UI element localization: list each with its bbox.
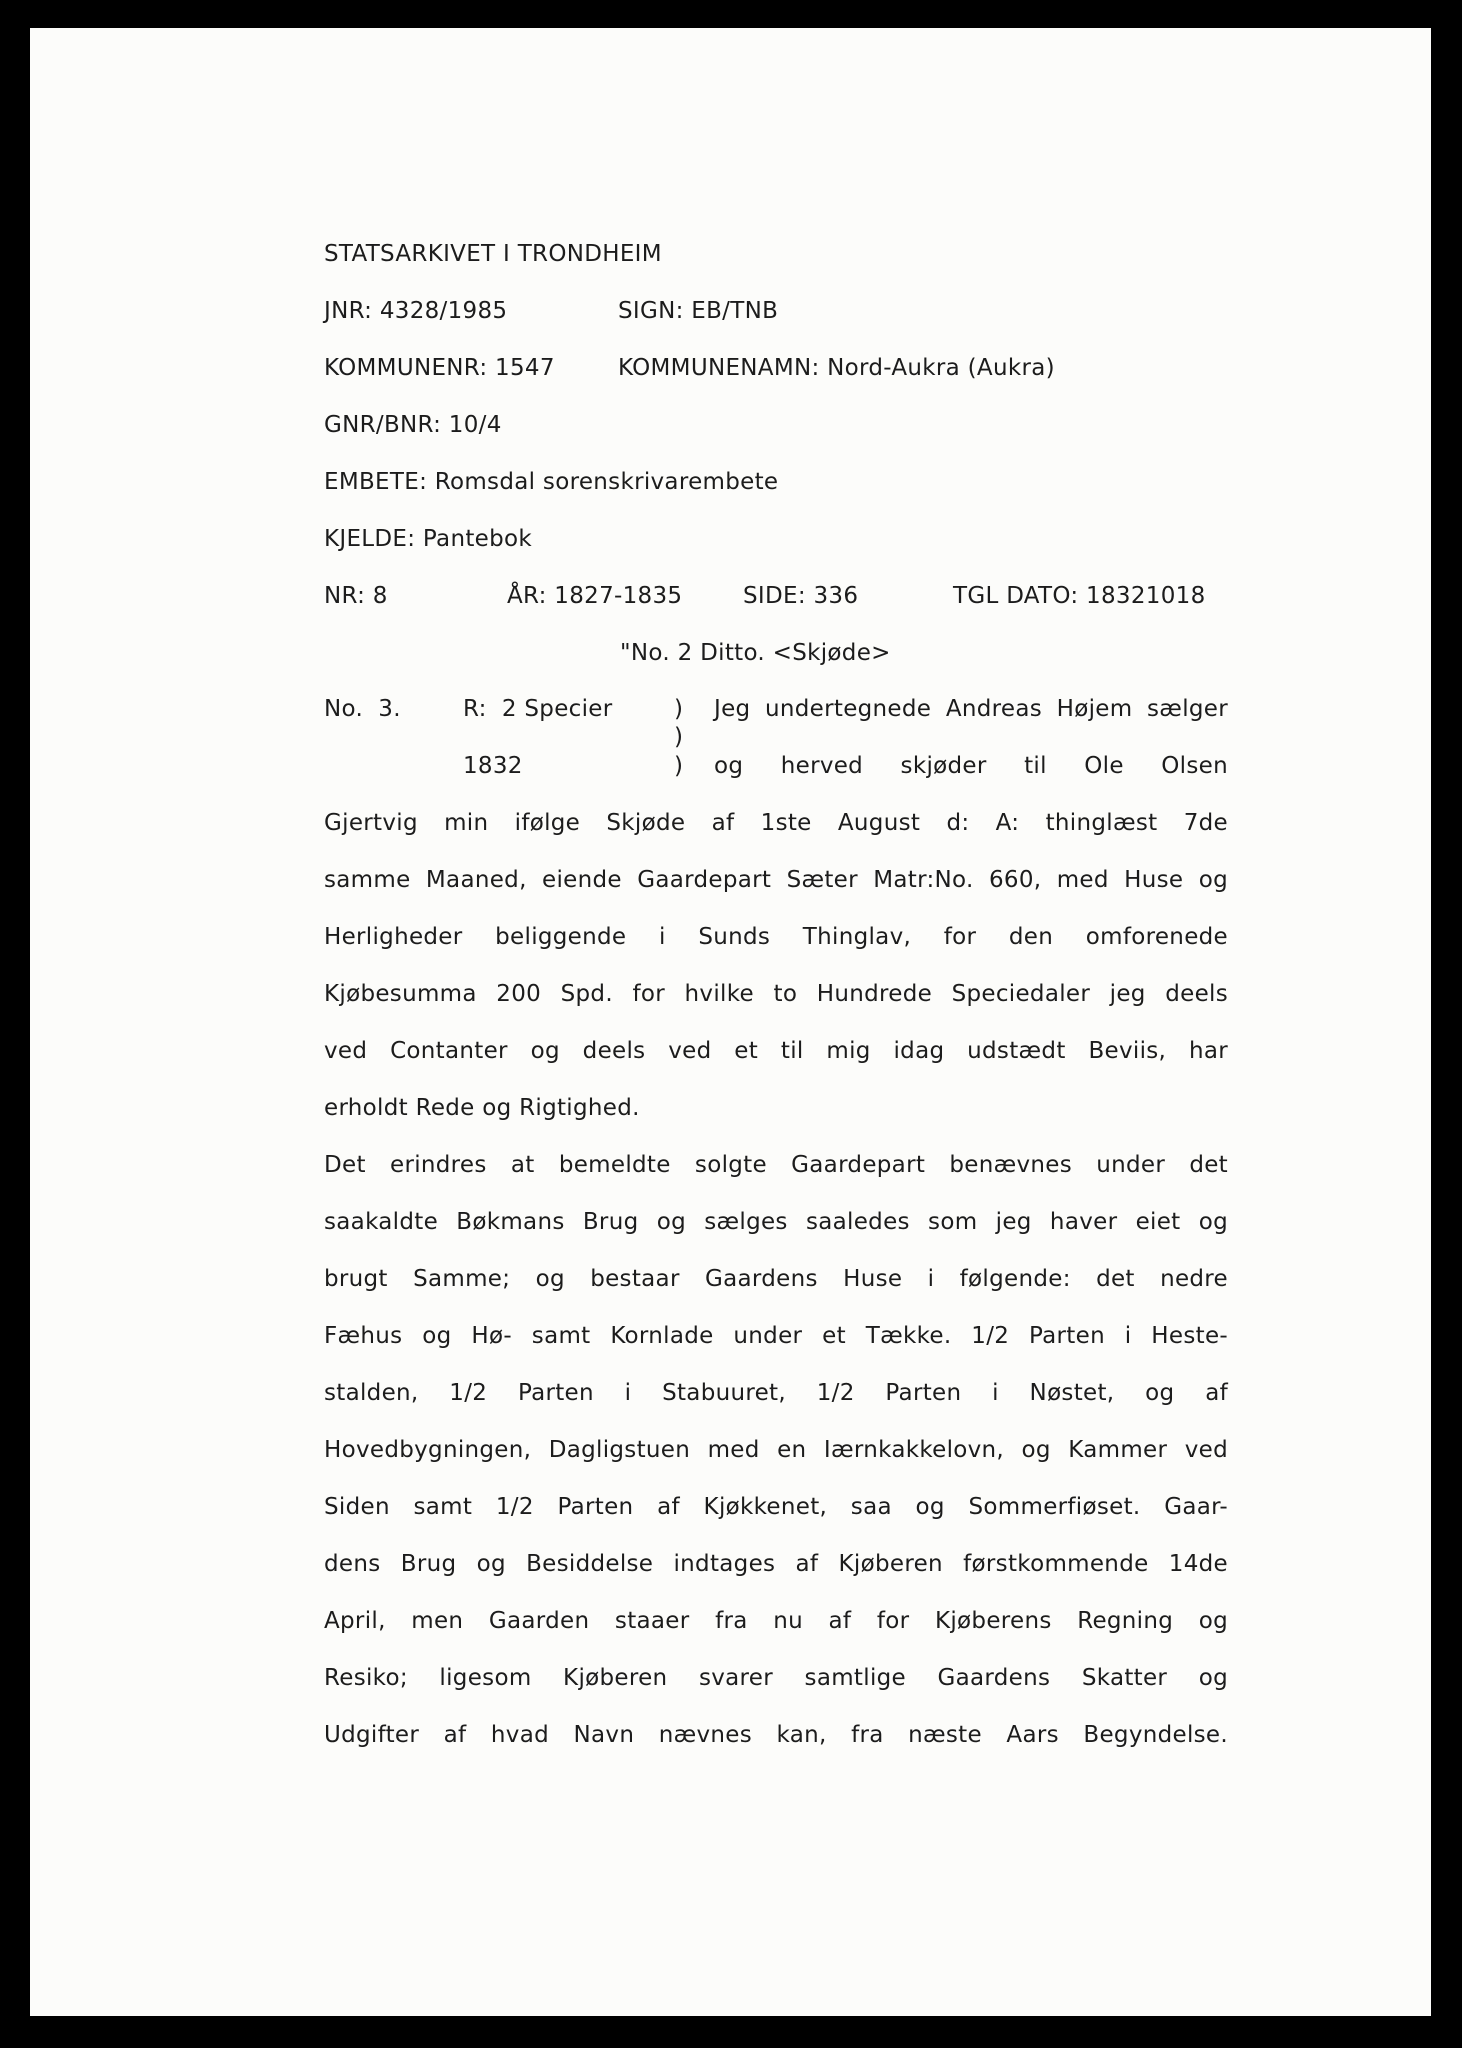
body-line: Fæhus og Hø- samt Kornlade under et Tække. 1/2 Parten i Heste- [324, 1323, 1228, 1349]
margin-year: 1832 [463, 753, 523, 779]
body-line: saakaldte Bøkmans Brug og sælges saaledes som jeg haver eiet og [324, 1209, 1228, 1235]
nr-field: NR: 8 [324, 583, 388, 609]
bracket: ) [674, 724, 684, 750]
archive-title: STATSARKIVET I TRONDHEIM [324, 241, 662, 267]
body-line: erholdt Rede og Rigtighed. [324, 1095, 640, 1121]
margin-number: No. 3. [324, 696, 401, 722]
kjelde-field: KJELDE: Pantebok [324, 526, 532, 552]
embete-field: EMBETE: Romsdal sorenskrivarembete [324, 469, 779, 495]
aar-field: ÅR: 1827-1835 [507, 583, 683, 609]
body-line: Hovedbygningen, Dagligstuen med en Iærnkakkelovn, og Kammer ved [324, 1437, 1228, 1463]
body-line: Kjøbesumma 200 Spd. for hvilke to Hundrede Speciedaler jeg deels [324, 981, 1228, 1007]
margin-fee: R: 2 Specier [463, 696, 613, 722]
sign-field: SIGN: EB/TNB [618, 298, 779, 324]
body-line: Siden samt 1/2 Parten af Kjøkkenet, saa og Sommerfiøset. Gaar- [324, 1494, 1228, 1520]
bracket: ) [674, 696, 684, 722]
body-line: Jeg undertegnede Andreas Højem sælger [714, 696, 1228, 722]
kommunenr-field: KOMMUNENR: 1547 [324, 355, 555, 381]
bracket: ) [674, 753, 684, 779]
body-line: ved Contanter og deels ved et til mig idag udstædt Beviis, har [324, 1038, 1228, 1064]
body-line: og herved skjøder til Ole Olsen [714, 753, 1228, 779]
body-line: Det erindres at bemeldte solgte Gaardepart benævnes under det [324, 1152, 1228, 1178]
document-page [30, 28, 1431, 2016]
body-line: brugt Samme; og bestaar Gaardens Huse i følgende: det nedre [324, 1266, 1228, 1292]
kommunenamn-field: KOMMUNENAMN: Nord-Aukra (Aukra) [618, 355, 1055, 381]
body-line: Resiko; ligesom Kjøberen svarer samtlige Gaardens Skatter og [324, 1665, 1228, 1691]
document-heading: "No. 2 Ditto. <Skjøde> [620, 640, 891, 666]
body-line: April, men Gaarden staaer fra nu af for Kjøberens Regning og [324, 1608, 1228, 1634]
body-line: stalden, 1/2 Parten i Stabuuret, 1/2 Parten i Nøstet, og af [324, 1380, 1228, 1406]
side-field: SIDE: 336 [743, 583, 859, 609]
body-line: dens Brug og Besiddelse indtages af Kjøberen førstkommende 14de [324, 1551, 1228, 1577]
jnr-field: JNR: 4328/1985 [324, 298, 508, 324]
body-line: Herligheder beliggende i Sunds Thinglav, for den omforenede [324, 924, 1228, 950]
gnr-bnr-field: GNR/BNR: 10/4 [324, 412, 502, 438]
body-line: samme Maaned, eiende Gaardepart Sæter Matr:No. 660, med Huse og [324, 867, 1228, 893]
tgl-dato-field: TGL DATO: 18321018 [953, 583, 1206, 609]
typed-transcript [30, 28, 1431, 2016]
body-line: Gjertvig min ifølge Skjøde af 1ste August d: A: thinglæst 7de [324, 810, 1228, 836]
body-line: Udgifter af hvad Navn nævnes kan, fra næste Aars Begyndelse. [324, 1722, 1228, 1748]
